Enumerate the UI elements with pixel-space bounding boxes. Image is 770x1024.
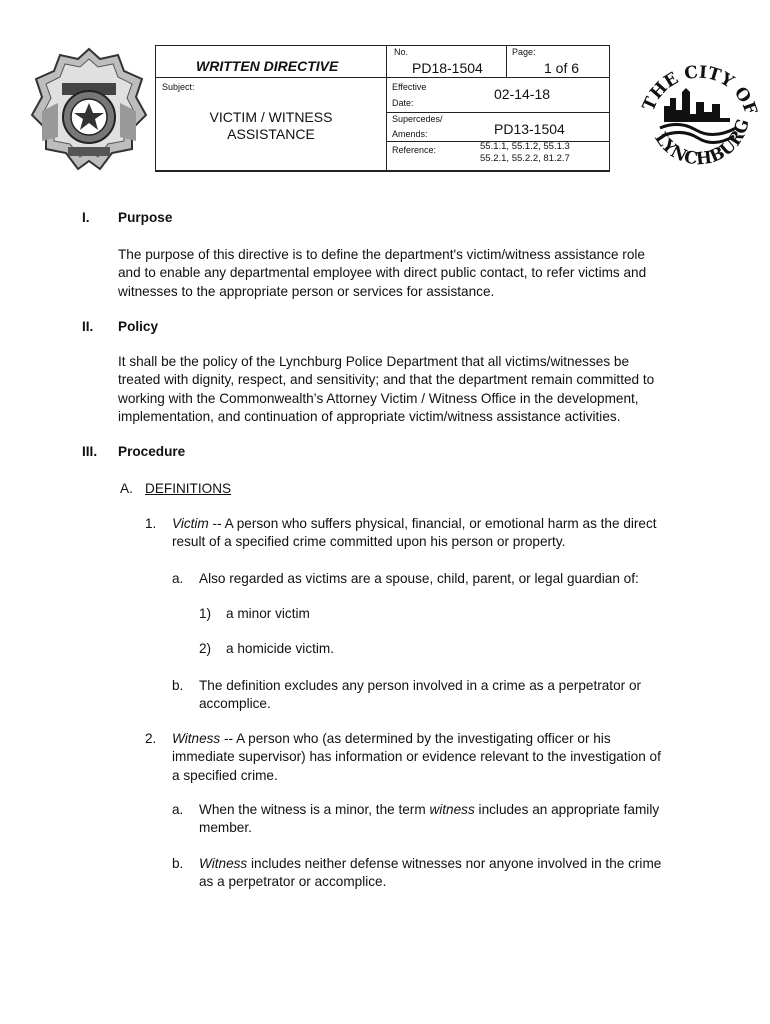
item-2-text: Witness -- A person who (as determined by the investigating officer or his immediate supervisor) has information or evidence relevant to the investigation of a specified crime. (172, 731, 661, 783)
item-2b-number: b. (172, 856, 184, 871)
reference-line-2: 55.2.1, 55.2.2, 81.2.7 (480, 153, 570, 164)
supercedes-value: PD13-1504 (494, 121, 565, 137)
subject-line-2: ASSISTANCE (227, 126, 315, 142)
item-1b-text: The definition excludes any person involved in a crime as a perpetrator or accomplice. (199, 678, 642, 712)
section-2-title: Policy (118, 319, 159, 334)
subsection-a-number: A. (120, 481, 133, 496)
reference-label: Reference: (392, 145, 437, 155)
item-1a-number: a. (172, 571, 184, 586)
effective-label-2: Date: (392, 98, 414, 108)
item-2-number: 2. (145, 731, 157, 746)
section-3-number: III. (82, 444, 98, 459)
directive-number: PD18-1504 (412, 60, 483, 76)
page-label: Page: (512, 47, 536, 57)
item-1-number: 1. (145, 516, 157, 531)
section-1-title: Purpose (118, 210, 173, 225)
item-1-text: Victim -- A person who suffers physical, financial, or emotional harm as the direct result of a specified crime committed upon his person or property. (172, 516, 657, 550)
item-1a2-text: a homicide victim. (226, 641, 335, 656)
supercedes-label-1: Supercedes/ (392, 114, 443, 124)
subsection-a-title: DEFINITIONS (145, 481, 232, 496)
section-1-body: The purpose of this directive is to define the department's victim/witness assistance role and to enable any departmental employee with direct public contact, to refer victims and witnesses to the appropriate person or services for assistance. (118, 247, 647, 299)
effective-label-1: Effective (392, 82, 427, 92)
directive-header-table (155, 45, 610, 172)
section-2-number: II. (82, 319, 94, 334)
item-1a1-number: 1) (199, 606, 212, 621)
city-of-lynchburg-logo (634, 44, 764, 174)
effective-date: 02-14-18 (494, 86, 551, 102)
subject-label: Subject: (162, 82, 195, 92)
directive-title: WRITTEN DIRECTIVE (196, 58, 339, 74)
section-2-body: It shall be the policy of the Lynchburg Police Department that all victims/witnesses be treated with dignity, respect, and sensitivity; and that the department remain committed to working with the Commonwealth’s Attorney Victim / Witness Office in the development, implementation, and continuation of appropriate victim/witness assistance activities. (118, 354, 655, 424)
item-2a-text: When the witness is a minor, the term witness includes an appropriate family member. (199, 802, 660, 836)
reference-line-1: 55.1.1, 55.1.2, 55.1.3 (480, 141, 570, 152)
item-1a2-number: 2) (199, 641, 212, 656)
section-3-title: Procedure (118, 444, 186, 459)
section-1-number: I. (82, 210, 90, 225)
subject-line-1: VICTIM / WITNESS (209, 109, 333, 125)
page-number: 1 of 6 (544, 60, 580, 76)
supercedes-label-2: Amends: (392, 129, 428, 139)
no-label: No. (394, 47, 409, 57)
logo-text-bottom: LYNCHBURG (650, 116, 754, 170)
item-1b-number: b. (172, 678, 184, 693)
logo-text-top: THE CITY OF (638, 62, 761, 118)
item-1a1-text: a minor victim (226, 606, 310, 621)
item-1a-text: Also regarded as victims are a spouse, child, parent, or legal guardian of: (199, 571, 639, 586)
item-2b-text: Witness includes neither defense witnesses nor anyone involved in the crime as a perpetrator or accomplice. (199, 856, 662, 890)
police-badge-logo (28, 45, 150, 173)
item-2a-number: a. (172, 802, 184, 817)
